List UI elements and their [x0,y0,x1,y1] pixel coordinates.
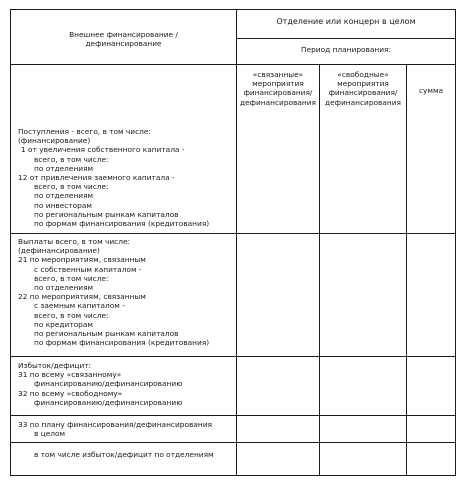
row-divider-surplus [10,415,456,416]
surplus-line: финансированию/дефинансированию [34,397,183,407]
table-border-bottom [10,475,456,476]
row-divider-payments [10,356,456,357]
row-divider-title [236,38,456,39]
payments-line: Выплаты всего, в том числе: [18,237,130,246]
receipts-line: по формам финансирования (кредитования) [34,219,210,229]
table-border-right [455,9,456,476]
payments-line: 22 по мероприятиям, связанным [18,292,146,302]
row-divider-receipts [10,233,456,234]
row-divider-header [10,64,456,65]
receipts-line: по региональным рынкам капиталов [34,209,179,219]
section-branches [34,450,214,459]
column-header-bound-line: дефинансирования [239,97,317,107]
payments-line: по формам финансирования (кредитования) [34,338,210,348]
plan-line: в целом [34,429,66,439]
plan-line: 33 по плану финансирования/дефинансирования [18,420,212,429]
surplus-line: 32 по всему «свободному» [18,388,123,398]
receipts-line: 12 от привлечения заемного капитала - [18,173,175,183]
section-receipts [18,127,209,228]
receipts-line: всего, в том числе: [34,154,109,164]
payments-line: всего, в том числе: [34,273,109,283]
table-border-top [10,9,456,10]
receipts-line: по отделениям [34,191,94,201]
payments-line: по отделениям [34,283,94,293]
receipts-line: (финансирование) [18,136,91,146]
period-label: Период планирования: [301,45,391,54]
receipts-line: Поступления - всего, в том числе: [18,127,151,136]
receipts-line: всего, в том числе: [34,182,109,192]
payments-line: 21 по мероприятиям, связанным [18,255,146,265]
column-header-bound [237,70,319,107]
left-title-line2: дефинансирование [85,39,162,49]
payments-line: всего, в том числе: [34,310,109,320]
left-title-line1: Внешнее финансирование / [69,30,178,39]
column-header-free-line: «свободные» [337,70,389,79]
receipts-line: по инвесторам [34,200,92,210]
column-header-free [320,70,406,107]
row-divider-plan [10,442,456,443]
column-header-free-line: мероприятия [337,79,389,89]
section-surplus [18,361,182,407]
column-header-bound-line: финансирования/ [243,88,313,98]
payments-line: с собственным капиталом - [34,264,142,274]
surplus-line: Избыток/дефицит: [18,361,92,370]
right-title: Отделение или концерн в целом [276,17,416,26]
payments-line: по региональным рынкам капиталов [34,329,179,339]
column-header-free-line: финансирования/ [328,88,398,98]
section-plan [18,420,212,438]
column-header-sum: сумма [418,86,444,95]
payments-line: с заемным капиталом - [34,301,125,311]
column-header-bound-line: «связанные» [252,70,304,79]
surplus-line: 31 по всему «связанному» [18,370,122,380]
table-border-left [10,9,11,476]
payments-line: (дефинансирование) [18,246,100,256]
left-title [11,30,236,48]
payments-line: по кредиторам [34,319,93,329]
column-header-bound-line: мероприятия [252,79,304,89]
receipts-line: по отделениям [34,163,94,173]
section-payments [18,237,209,347]
surplus-line: финансированию/дефинансированию [34,379,183,389]
branches-line: в том числе избыток/дефицит по отделениям [34,450,214,459]
receipts-line: 1 от увеличения собственного капитала - [21,145,185,155]
column-header-free-line: дефинансирования [324,97,402,107]
